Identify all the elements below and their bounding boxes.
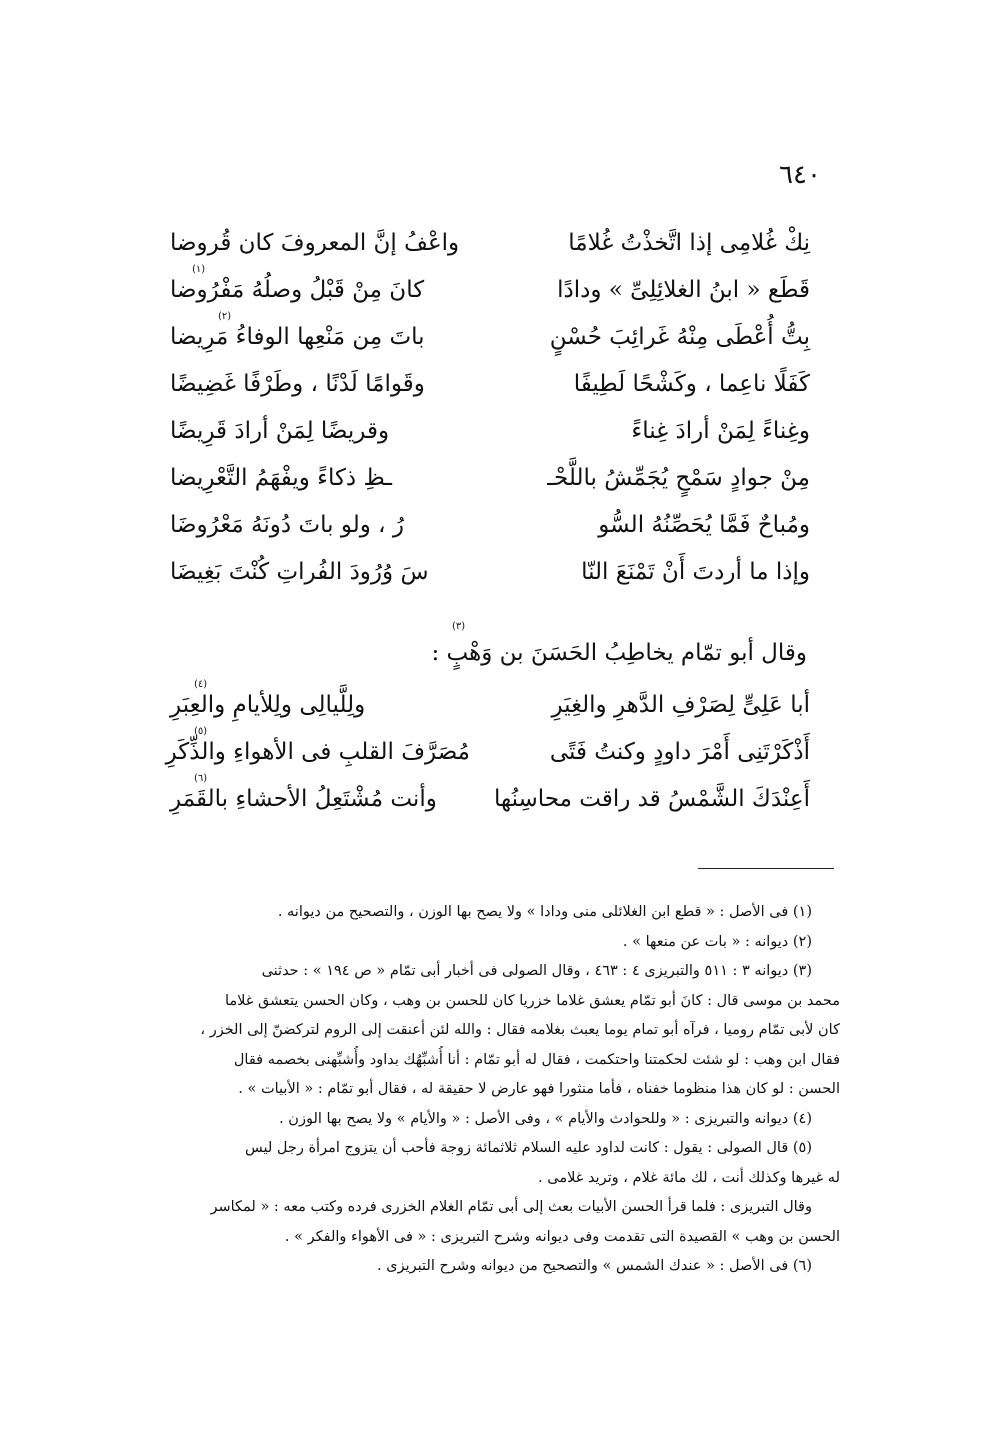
verse-second-hemistich: وقريضًا لِمَنْ أرادَ قَرِيضًا [170, 418, 390, 444]
footnote-line: (٦) فى الأصل : « عندك الشمس » والتصحيح من ديوانه وشرح التبريزى . [377, 1258, 812, 1274]
verse-row [170, 311, 810, 367]
footnote-marker: (٢) [218, 311, 232, 322]
footnote-line: محمد بن موسى قال : كانَ أبو تمّام يعشق غلاما خزريا كان للحسن بن وهب ، وكان الحسن يتعشق غلاما [224, 992, 840, 1009]
verse-row [170, 679, 810, 735]
footnote-line: (٢) ديوانه : « بات عن منعها » . [622, 933, 812, 950]
footnote-marker: (٥) [194, 726, 208, 737]
poem-first [170, 226, 810, 602]
verse-second-hemistich: ولِلَّيالِى ولِلأيامِ والعِبَرِ [170, 692, 366, 718]
footnote-marker: (١) [192, 264, 206, 275]
footnote-line: (٣) ديوانه ٣ : ٥١١ والتبريزى ٤ : ٤٦٣ ، وقال الصولى فى أخبار أبى تمّام « ص ١٩٤ » : حدثنى [261, 963, 812, 979]
verse-second-hemistich: وقَوامًا لَدْنًا ، وطَرْفًا غَضِيضًا [170, 371, 425, 397]
footnote-line: فقال ابن وهب : لو شئت لحكمتنا واحتكمت ، فقال له أبو تمّام : أنا أُشبِّهُك بداود وأُشبِّهنى بخصمه فقال [233, 1051, 840, 1068]
verse-first-hemistich: أَذْكَرْتَنِى أَمْرَ داودٍ وكنتُ فَتًى [549, 739, 810, 765]
footnote-line: (٥) قال الصولى : يقول : كانت لداود عليه السلام ثلاثمائة زوجة فأحب أن يتزوج امرأة رجل ليس [245, 1140, 812, 1156]
verse-row [170, 773, 810, 829]
footnote-line: له غيرها وكذلك أنت ، لك مائة غلام ، وتريد غلامى . [538, 1169, 840, 1186]
verse-first-hemistich: بِتُّ أُعْطَى مِنْهُ غَرائِبَ حُسْنٍ [549, 324, 810, 350]
verse-row [170, 367, 810, 414]
footnote-separator [698, 868, 834, 869]
verse-second-hemistich: واعْفُ إنَّ المعروفَ كان قُروضا [170, 230, 460, 256]
verse-first-hemistich: وإذا ما أردتَ أَنْ تَمْنَعَ النّا [581, 559, 810, 585]
footnote-marker: (٤) [194, 679, 208, 690]
verse-first-hemistich: قَطَع « ابنُ الغلائِلِىِّ » ودادًا [557, 277, 810, 303]
verse-second-hemistich: سَ وُرُودَ الفُراتِ كُنْتَ بَغِيضَا [170, 559, 429, 585]
footnote-line: (١) فى الأصل : « قطع ابن الغلائلى منى ودادا » ولا يصح بها الوزن ، والتصحيح من ديوانه . [277, 904, 812, 920]
verse-row [170, 264, 810, 320]
poem-introduction: وقال أبو تمّام يخاطِبُ الحَسَنَ بن وَهْبٍ : [431, 640, 807, 666]
verse-second-hemistich: ـظِ ذكاءً ويفْهَمُ التَّعْرِيضا [170, 465, 393, 491]
verse-row [170, 226, 810, 273]
verse-first-hemistich: أَعِنْدَكَ الشَّمْسُ قد راقت محاسِنُها [493, 786, 810, 812]
footnote-line: (٤) ديوانه والتبريزى : « وللحوادث والأيام » ، وفى الأصل : « والأيام » ولا يصح بها الوزن . [279, 1110, 812, 1127]
footnote-line: الحسن : لو كان هذا منظوما خفناه ، فأما منثورا فهو عارض لا حقيقة له ، فقال أبو تمّام : « الأبيات » . [238, 1081, 840, 1097]
verse-first-hemistich: وغِناءً لِمَنْ أرادَ غِناءً [631, 418, 810, 444]
footnote-marker: (٣) [452, 621, 466, 632]
page-number: ٦٤٠ [779, 160, 821, 190]
verse-second-hemistich: رُ ، ولو باتَ دُونَهُ مَعْرُوضَا [170, 512, 404, 538]
footnotes [140, 898, 840, 1282]
verse-first-hemistich: ومُباحٌ فَمَّا يُحَصِّنُهُ السُّو [598, 512, 810, 538]
verse-second-hemistich: باتَ مِن مَنْعِها الوفاءُ مَرِيضا [170, 324, 425, 350]
verse-row [170, 508, 810, 555]
footnote-line: وقال التبريزى : فلما قرأ الحسن الأبيات بعث إلى أبى تمّام الغلام الخزرى فرده وكتب معه : « لمكاسر [210, 1199, 812, 1215]
verse-first-hemistich: نِكْ غُلامِى إذا اتَّخذْتُ غُلامًا [568, 230, 810, 256]
verse-row [170, 555, 810, 602]
footnote-line: الحسن بن وهب » القصيدة التى تقدمت وفى ديوانه وشرح التبريزى : « فى الأهواء والفكر » . [284, 1228, 840, 1245]
verse-first-hemistich: أبا عَلِىٍّ لِصَرْفِ الدَّهرِ والغِيَرِ [551, 692, 810, 718]
verse-second-hemistich: مُصَرَّفَ القلبِ فى الأهواءِ والذِّكَرِ [165, 739, 470, 765]
footnote-marker: (٦) [194, 773, 208, 784]
verse-row [165, 726, 810, 782]
verse-first-hemistich: كَفَلًا ناعِما ، وكَشْحًا لَطِيفًا [573, 371, 810, 397]
poem-second [165, 679, 810, 829]
verse-first-hemistich: مِنْ جوادٍ سَمْحٍ يُجَمِّشُ باللَّحْـ [547, 465, 810, 491]
verse-second-hemistich: كانَ مِنْ قَبْلُ وصلُهُ مَفْرُوضا [170, 277, 425, 303]
verse-second-hemistich: وأنت مُشْتَعِلُ الأحشاءِ بالقَمَرِ [170, 786, 437, 812]
verse-row [170, 461, 810, 508]
footnote-line: كان لأبى تمّام روميا ، فرآه أبو تمام يوما يعبث بغلامه فقال : والله لئن أعنقت إلى الروم لتركضنّ إلى الخزر ، [200, 1022, 840, 1038]
verse-row [170, 414, 810, 461]
